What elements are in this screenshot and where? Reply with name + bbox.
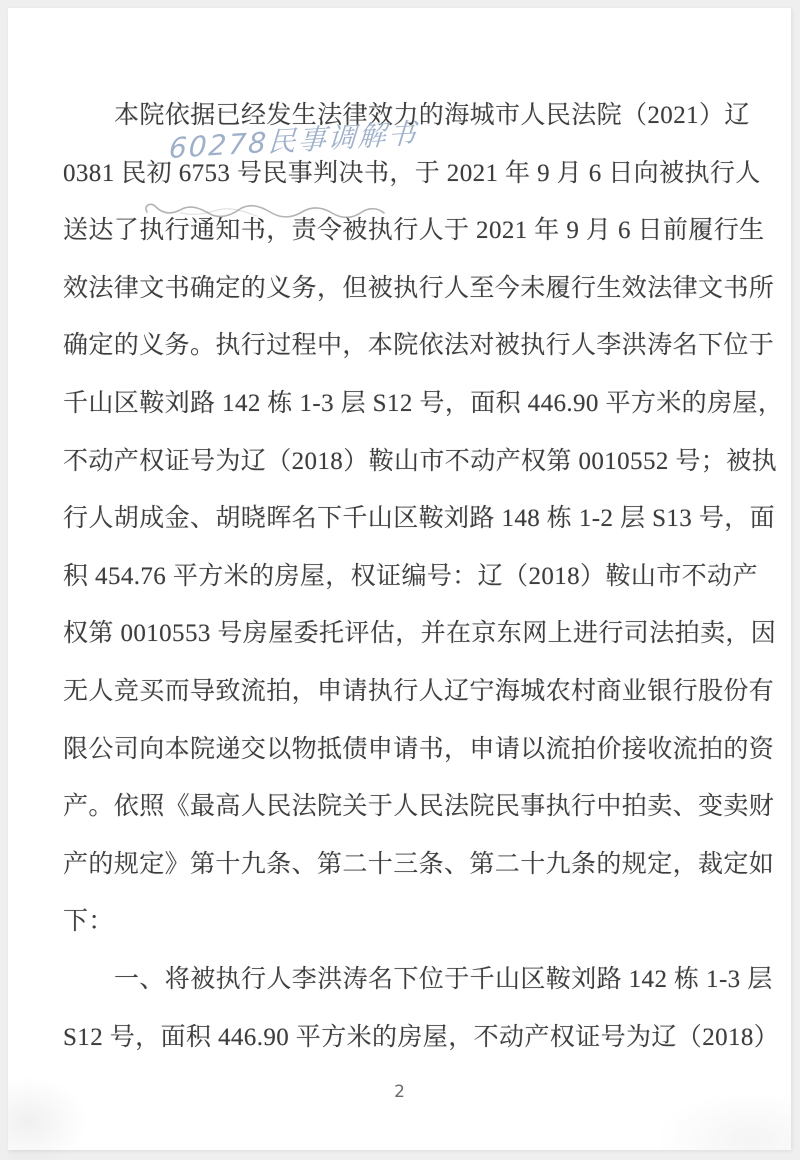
document-line: 不动产权证号为辽（2018）鞍山市不动产权第 0010552 号；被执: [63, 447, 778, 475]
document-line: 0381 民初 6753 号民事判决书，于 2021 年 9 月 6 日向被执行人: [63, 159, 761, 187]
document-line: 效法律文书确定的义务，但被执行人至今未履行生效法律文书所: [63, 274, 775, 302]
document-line: 送达了执行通知书，责令被执行人于 2021 年 9 月 6 日前履行生: [63, 217, 765, 245]
wavy-underline-mark: [141, 197, 391, 221]
document-line: 产的规定》第十九条、第二十三条、第二十九条的规定，裁定如: [63, 850, 775, 878]
document-line: 行人胡成金、胡晓晖名下千山区鞍刘路 148 栋 1-2 层 S13 号，面: [63, 505, 776, 533]
document-line: 确定的义务。执行过程中，本院依法对被执行人李洪涛名下位于: [63, 332, 775, 360]
document-line: 权第 0010553 号房屋委托评估，并在京东网上进行司法拍卖，因: [63, 620, 777, 648]
scan-smudge: [8, 1076, 88, 1160]
document-line: 一、将被执行人李洪涛名下位于千山区鞍刘路 142 栋 1-3 层: [114, 965, 773, 993]
document-body: [63, 87, 784, 1066]
document-line: 千山区鞍刘路 142 栋 1-3 层 S12 号，面积 446.90 平方米的房屋，: [63, 389, 784, 417]
document-line: 本院依据已经发生法律效力的海城市人民法院（2021）辽: [114, 102, 750, 129]
document-line: 限公司向本院递交以物抵债申请书，申请以流拍价接收流拍的资: [63, 735, 775, 763]
scan-smudge: [661, 1095, 791, 1150]
document-line: 无人竞买而导致流拍，申请执行人辽宁海城农村商业银行股份有: [63, 677, 775, 705]
document-line: 积 454.76 平方米的房屋，权证编号：辽（2018）鞍山市不动产: [63, 562, 758, 590]
document-line: S12 号，面积 446.90 平方米的房屋，不动产权证号为辽（2018）: [63, 1023, 780, 1051]
document-line: 产。依照《最高人民法院关于人民法院民事执行中拍卖、变卖财: [63, 793, 775, 821]
document-line: 下：: [63, 908, 114, 936]
handwritten-annotation: 60278民事调解书: [168, 116, 419, 165]
document-page: [8, 8, 791, 1150]
page-number: 2: [394, 1082, 405, 1102]
